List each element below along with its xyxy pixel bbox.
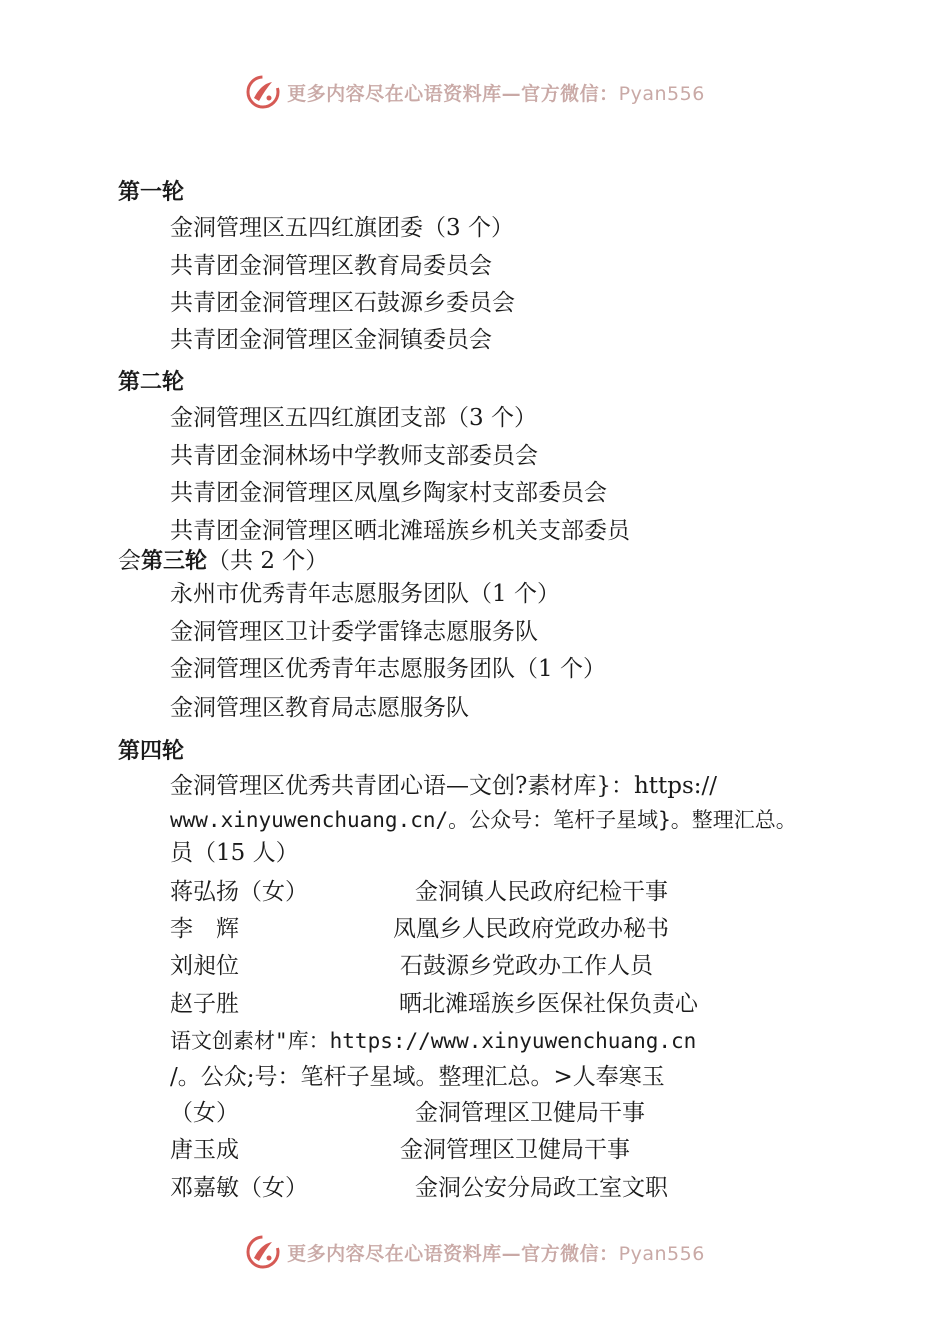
person-role: 凤凰乡人民政府党政办秘书 xyxy=(393,916,669,942)
round2-heading: 第二轮 xyxy=(118,370,185,395)
round1-heading: 第一轮 xyxy=(118,180,185,205)
mid-line: 语文创素材"库：https://www.xinyuwenchuang.cn xyxy=(170,1029,697,1053)
person-name: 赵子胜 xyxy=(170,991,239,1017)
person-role: 金洞镇人民政府纪检干事 xyxy=(415,879,668,905)
list-item: 共青团金洞管理区教育局委员会 xyxy=(170,253,492,279)
bottom-watermark xyxy=(0,1232,950,1272)
watermark-text: 更多内容尽在心语资料库—官方微信：Pyan556 xyxy=(287,82,705,105)
person-name: 李 辉 xyxy=(170,916,239,942)
person-name: 邓嘉敏（女） xyxy=(170,1175,308,1201)
person-role: 金洞管理区卫健局干事 xyxy=(415,1100,645,1126)
top-watermark xyxy=(0,72,950,112)
person-name: 刘昶位 xyxy=(170,953,239,979)
list-item: 金洞管理区五四红旗团委（3 个） xyxy=(170,215,514,241)
person-name: （女） xyxy=(170,1100,239,1126)
round4-heading: 第四轮 xyxy=(118,739,185,764)
mid-line: /。公众;号：笔杆子星域。整理汇总。>人奉寒玉 xyxy=(170,1064,665,1090)
list-item: 金洞管理区优秀青年志愿服务团队（1 个） xyxy=(170,656,606,682)
intro-line: 金洞管理区优秀共青团心语—文创?素材库}：https:// xyxy=(170,773,718,799)
wrap-text: 会 xyxy=(118,548,141,574)
intro-line: www.xinyuwenchuang.cn/。公众号：笔杆子星域}。整理汇总。 xyxy=(170,808,797,832)
list-item: 永州市优秀青年志愿服务团队（1 个） xyxy=(170,581,560,607)
circular-brush-logo-icon xyxy=(245,74,281,110)
person-role: 石鼓源乡党政办工作人员 xyxy=(400,953,653,979)
round3-heading: 第三轮 xyxy=(141,549,208,574)
person-role: 金洞公安分局政工室文职 xyxy=(415,1175,668,1201)
round3-count: （共 2 个） xyxy=(207,548,329,574)
list-item: 金洞管理区教育局志愿服务队 xyxy=(170,695,469,721)
watermark-text: 更多内容尽在心语资料库—官方微信：Pyan556 xyxy=(287,1242,705,1265)
list-item: 共青团金洞管理区凤凰乡陶家村支部委员会 xyxy=(170,480,607,506)
list-item: 共青团金洞林场中学教师支部委员会 xyxy=(170,443,538,469)
list-item: 共青团金洞管理区石鼓源乡委员会 xyxy=(170,290,515,316)
list-item: 金洞管理区卫计委学雷锋志愿服务队 xyxy=(170,619,538,645)
list-item: 共青团金洞管理区金洞镇委员会 xyxy=(170,327,492,353)
person-name: 唐玉成 xyxy=(170,1137,239,1163)
circular-brush-logo-icon xyxy=(245,1234,281,1270)
intro-line: 员（15 人） xyxy=(170,840,299,866)
list-item: 共青团金洞管理区晒北滩瑶族乡机关支部委员 xyxy=(170,518,630,544)
person-role: 金洞管理区卫健局干事 xyxy=(400,1137,630,1163)
person-name: 蒋弘扬（女） xyxy=(170,879,308,905)
round3-heading-line xyxy=(118,546,328,577)
list-item: 金洞管理区五四红旗团支部（3 个） xyxy=(170,405,537,431)
person-role: 晒北滩瑶族乡医保社保负责心 xyxy=(399,991,698,1017)
